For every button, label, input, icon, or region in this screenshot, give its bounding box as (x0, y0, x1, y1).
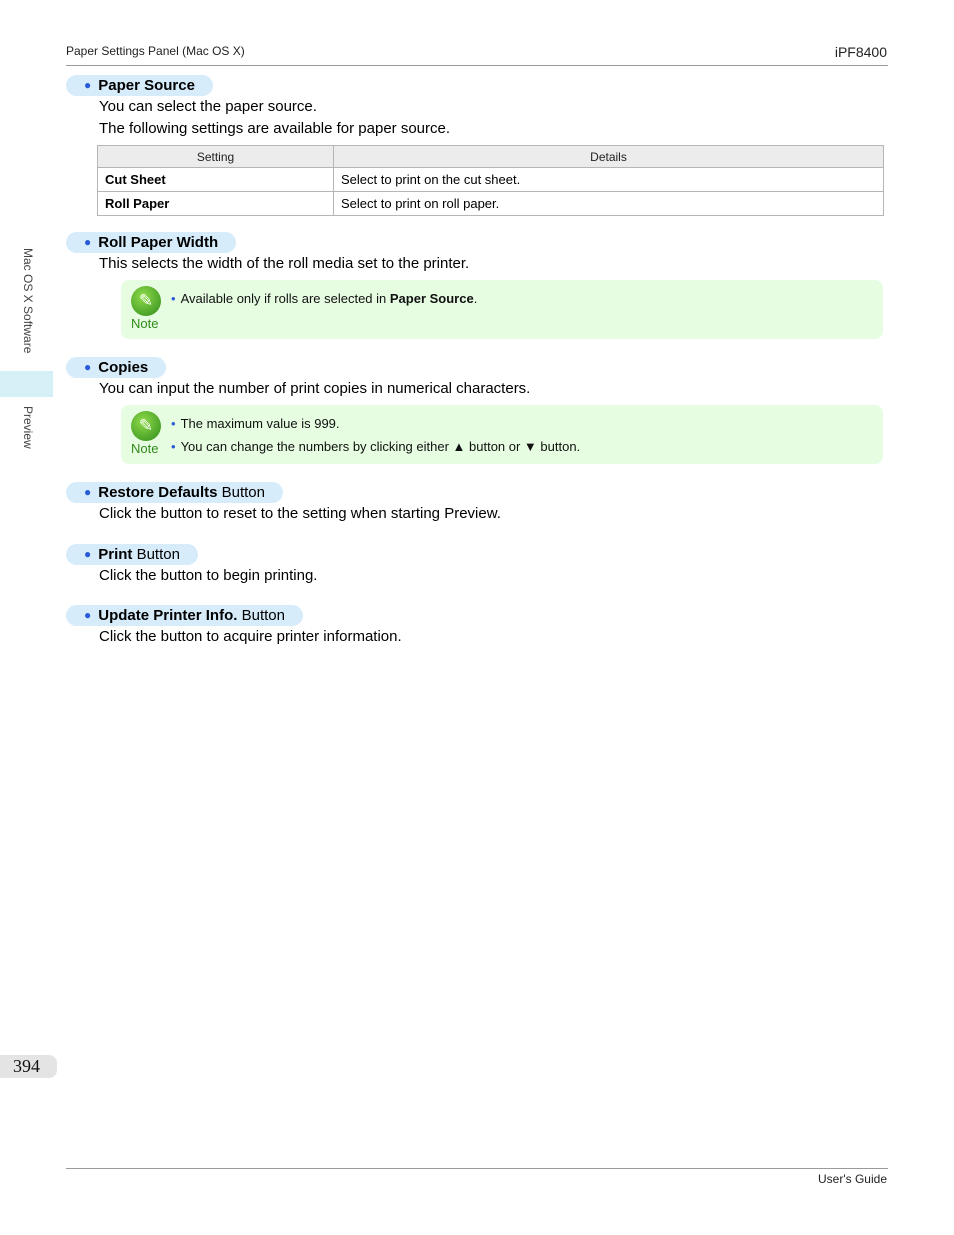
bullet-icon: ● (84, 78, 92, 92)
table-cell-details: Select to print on the cut sheet. (334, 168, 884, 192)
table-cell-details: Select to print on roll paper. (334, 192, 884, 216)
section-roll-paper-width (66, 232, 888, 339)
page-number: 394 (0, 1055, 57, 1078)
footer-divider (66, 1168, 888, 1169)
note-pencil-icon: ✎ (131, 286, 161, 316)
table-header-setting: Setting (98, 146, 334, 168)
section-title-print-button: ● Print Button (66, 544, 198, 565)
section-copies (66, 357, 888, 464)
bullet-icon: ● (84, 360, 92, 374)
table-header-details: Details (334, 146, 884, 168)
note-label: Note (131, 440, 159, 456)
footer-guide: User's Guide (818, 1172, 887, 1186)
print-button-desc: Click the button to begin printing. (99, 567, 318, 584)
bullet-icon: • (171, 438, 176, 454)
table-row (98, 168, 884, 192)
table-cell-setting: Roll Paper (98, 192, 334, 216)
note-item: • The maximum value is 999. (171, 415, 340, 431)
copies-desc: You can input the number of print copies in numerical characters. (99, 380, 531, 397)
note-item: • You can change the numbers by clicking either ▲ button or ▼ button. (171, 438, 581, 454)
table-header-row (98, 146, 884, 168)
section-title-copies: ● Copies (66, 357, 166, 378)
header-divider (66, 65, 888, 66)
bullet-icon: • (171, 415, 176, 431)
section-title-restore-defaults: ● Restore Defaults Button (66, 482, 283, 503)
paper-source-desc-1: You can select the paper source. (99, 98, 317, 115)
section-title-paper-source: ● Paper Source (66, 75, 213, 96)
header-title: Paper Settings Panel (Mac OS X) (66, 44, 245, 58)
note-box (121, 280, 883, 339)
section-print-button (66, 544, 888, 587)
bullet-icon: ● (84, 608, 92, 622)
bullet-icon: ● (84, 235, 92, 249)
bullet-icon: ● (84, 547, 92, 561)
header-model: iPF8400 (834, 44, 887, 60)
paper-source-table (97, 145, 884, 216)
side-tab-section[interactable]: Mac OS X Software (21, 248, 35, 354)
note-pencil-icon: ✎ (131, 411, 161, 441)
section-title-update-printer-info: ● Update Printer Info. Button (66, 605, 303, 626)
note-item: • Available only if rolls are selected in Paper Source. (171, 290, 478, 306)
section-paper-source (66, 75, 888, 216)
section-restore-defaults (66, 482, 888, 525)
table-row (98, 192, 884, 216)
table-cell-setting: Cut Sheet (98, 168, 334, 192)
paper-source-desc-2: The following settings are available for paper source. (99, 119, 451, 137)
update-printer-info-desc: Click the button to acquire printer information. (99, 628, 402, 645)
note-box (121, 405, 883, 464)
note-label: Note (131, 315, 159, 331)
section-update-printer-info (66, 605, 888, 648)
restore-defaults-desc: Click the button to reset to the setting when starting Preview. (99, 505, 501, 522)
roll-paper-width-desc: This selects the width of the roll media set to the printer. (99, 255, 470, 272)
side-tab-highlight (0, 371, 53, 397)
bullet-icon: • (171, 290, 176, 306)
bullet-icon: ● (84, 485, 92, 499)
section-title-roll-paper-width: ● Roll Paper Width (66, 232, 236, 253)
side-tab-subsection[interactable]: Preview (21, 406, 35, 449)
